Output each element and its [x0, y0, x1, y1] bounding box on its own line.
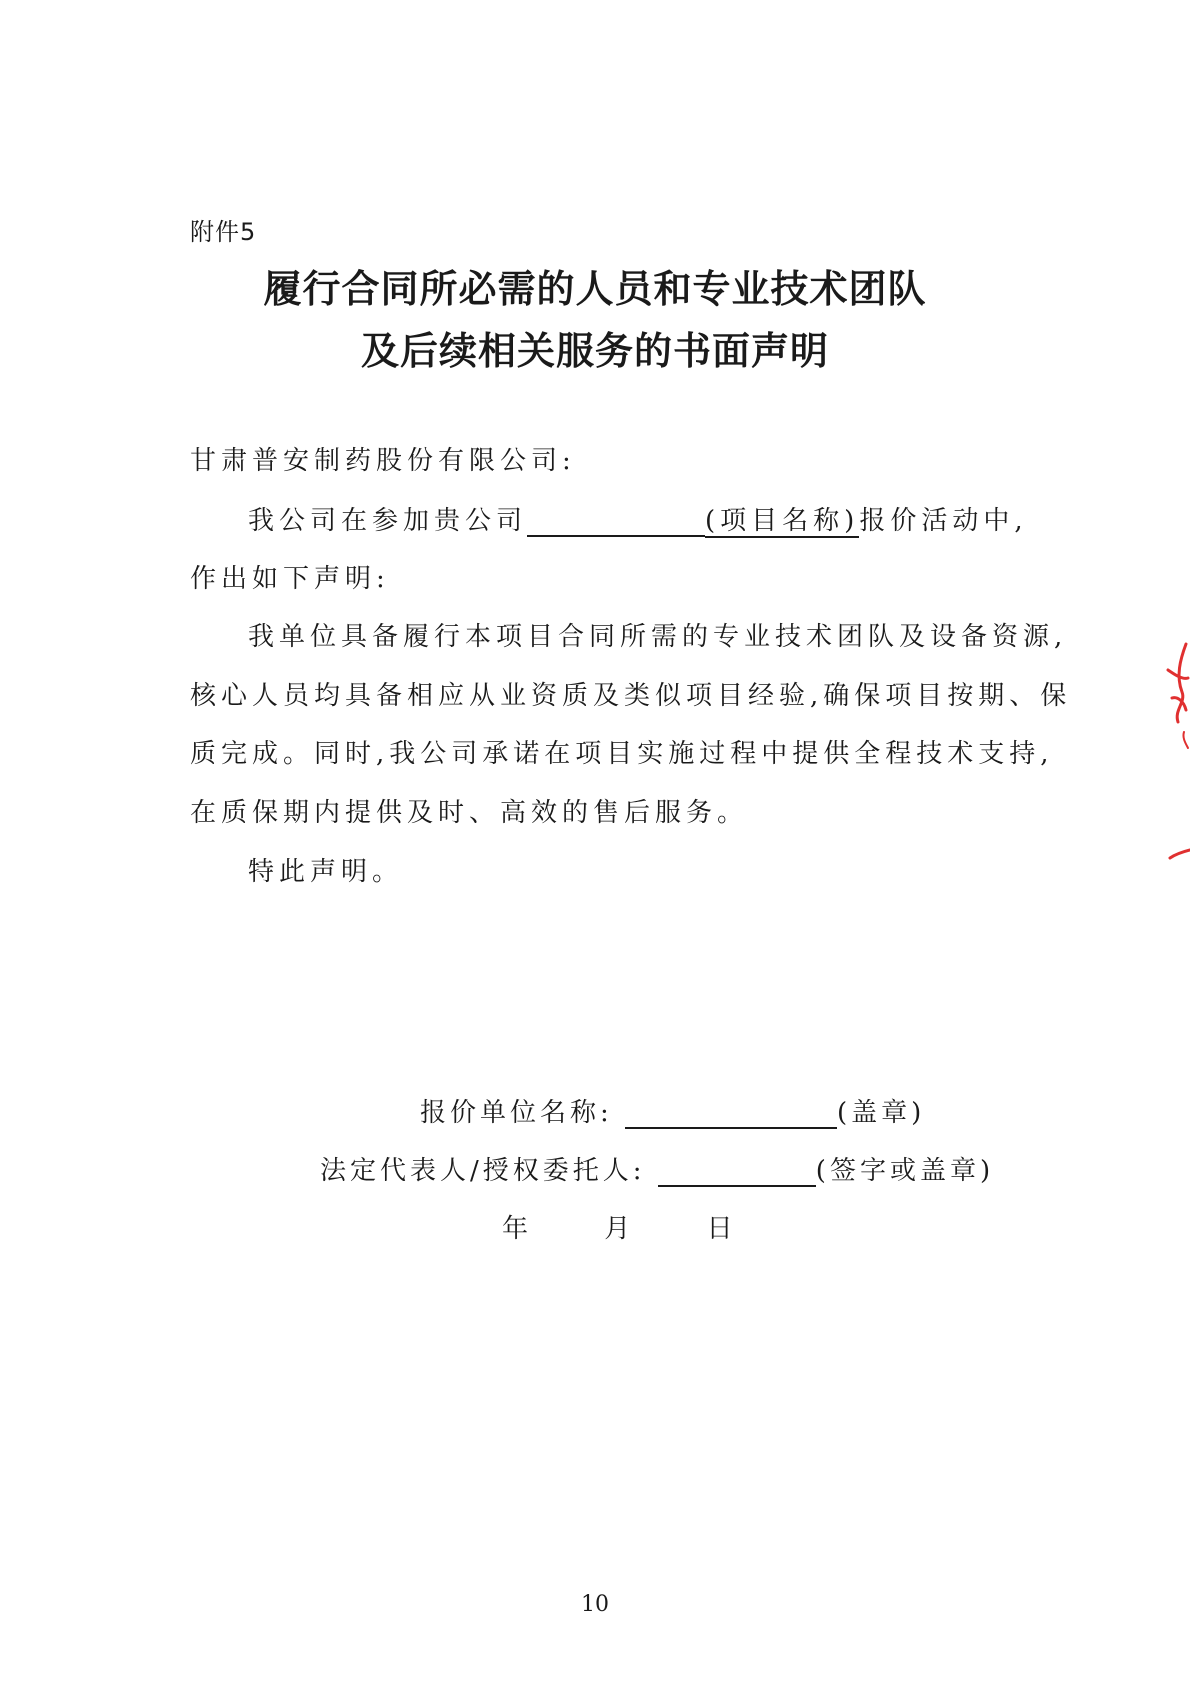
representative-blank[interactable]: [658, 1157, 816, 1187]
date-month: 月: [604, 1214, 635, 1244]
unit-name-blank[interactable]: [625, 1099, 837, 1129]
unit-label: 报价单位名称:: [420, 1098, 613, 1128]
document-title-line-1: 履行合同所必需的人员和专业技术团队: [263, 267, 927, 311]
paragraph-1-line-1: [248, 500, 1108, 537]
signature-date-row: [502, 1208, 797, 1245]
paragraph-2-line-3: 质完成。同时,我公司承诺在项目实施过程中提供全程技术支持,: [190, 739, 1054, 769]
seal-fragment-icon: [1156, 640, 1190, 880]
document-title-line-2: 及后续相关服务的书面声明: [360, 329, 829, 373]
closing-statement: 特此声明。: [248, 857, 404, 887]
attachment-label: 附件5: [190, 218, 257, 246]
paragraph-1-line-2: 作出如下声明:: [190, 564, 390, 594]
paragraph-1-suffix: 报价活动中,: [859, 506, 1028, 536]
paragraph-2-line-2: 核心人员均具备相应从业资质及类似项目经验,确保项目按期、保: [190, 681, 1072, 711]
signature-representative-row: [320, 1150, 994, 1187]
page-number: 10: [581, 1592, 609, 1617]
date-year: 年: [502, 1214, 533, 1244]
paragraph-2-line-1: 我单位具备履行本项目合同所需的专业技术团队及设备资源,: [248, 622, 1068, 652]
project-name-blank[interactable]: [527, 507, 705, 537]
representative-note: (签字或盖章): [815, 1156, 995, 1186]
representative-label: 法定代表人/授权委托人:: [320, 1156, 646, 1186]
date-day: 日: [706, 1214, 737, 1244]
addressee: 甘肃普安制药股份有限公司:: [190, 446, 576, 476]
paragraph-2-line-4: 在质保期内提供及时、高效的售后服务。: [190, 798, 749, 828]
unit-seal-note: (盖章): [837, 1098, 926, 1128]
signature-unit-row: [420, 1092, 925, 1129]
paragraph-1-prefix: 我公司在参加贵公司: [248, 506, 528, 536]
project-name-label: (项目名称): [705, 506, 860, 536]
